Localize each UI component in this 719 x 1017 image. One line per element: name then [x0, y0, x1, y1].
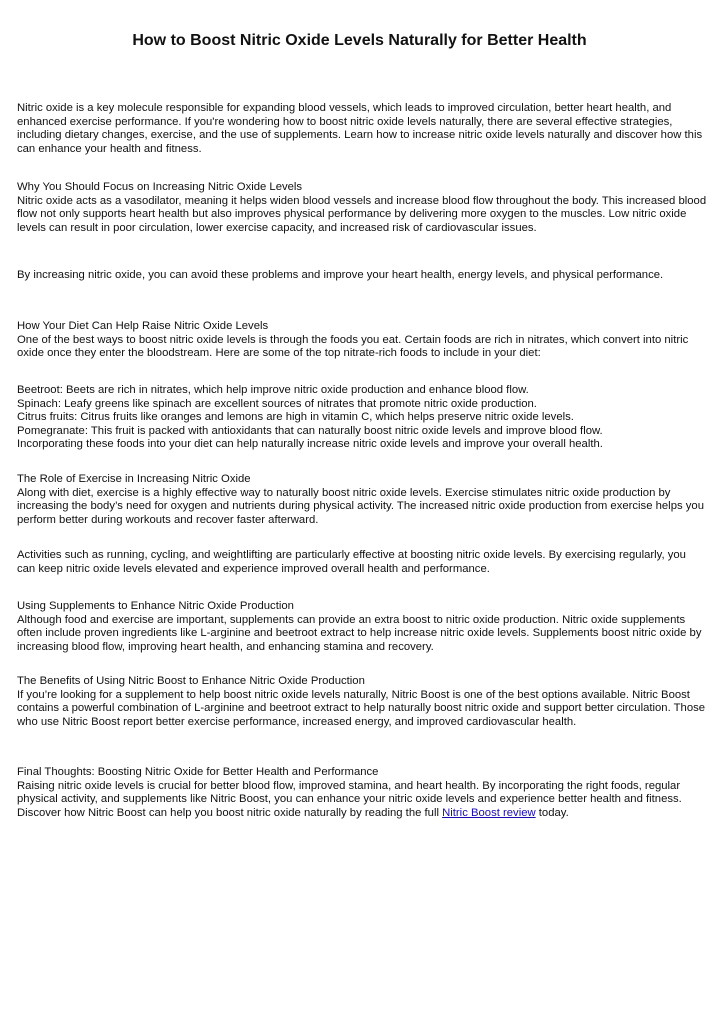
page-title: How to Boost Nitric Oxide Levels Naturally for Better Health — [132, 32, 587, 49]
section-final — [17, 766, 707, 820]
section-heading: The Benefits of Using Nitric Boost to Enhance Nitric Oxide Production — [17, 675, 365, 687]
section-heading: The Role of Exercise in Increasing Nitric Oxide — [17, 473, 251, 485]
final-body-text: Raising nitric oxide levels is crucial for better blood flow, improved stamina, and heart health. By incorporating the right foods, regular physical activity, and supplements like Nitric Boost, you can enhance your nitric oxide levels and experience better health and fitness. Discover how Nitric Boost can help you boost nitric oxide naturally by reading the full — [17, 779, 682, 819]
final-body-tail: today. — [535, 806, 569, 819]
section-exercise — [17, 473, 707, 527]
section-diet — [17, 320, 707, 361]
list-item: Pomegranate: This fruit is packed with antioxidants that can naturally boost nitric oxide levels and improve blood flow. — [17, 424, 603, 437]
list-item: Incorporating these foods into your diet can help naturally increase nitric oxide levels and improve your overall health. — [17, 438, 603, 451]
section-nitric-boost — [17, 675, 707, 729]
section-body: By increasing nitric oxide, you can avoid these problems and improve your heart health, energy levels, and physical performance. — [17, 269, 664, 281]
section-body — [17, 780, 707, 821]
review-link[interactable]: Nitric Boost review — [442, 806, 536, 819]
food-list — [17, 384, 707, 452]
section-heading: How Your Diet Can Help Raise Nitric Oxide Levels — [17, 320, 269, 332]
list-item: Spinach: Leafy greens like spinach are excellent sources of nitrates that promote nitric oxide production. — [17, 397, 537, 410]
list-item: Citrus fruits: Citrus fruits like oranges and lemons are high in vitamin C, which helps preserve nitric oxide levels. — [17, 411, 574, 424]
section-body: Activities such as running, cycling, and weightlifting are particularly effective at boosting nitric oxide levels. By exercising regularly, you can keep nitric oxide levels elevated and experience improved overall health and performance. — [17, 549, 686, 575]
section-body: Along with diet, exercise is a highly effective way to naturally boost nitric oxide levels. Exercise stimulates nitric oxide production by increasing the body’s need for oxygen and nutrients during physical activity. The increased nitric oxide production from exercise helps you perform better during workouts and recover faster afterward. — [17, 486, 704, 526]
section-body: Although food and exercise are important, supplements can provide an extra boost to nitric oxide production. Nitric oxide supplements often include proven ingredients like L-arginine and beetroot extract to help increase nitric oxide levels. Supplements boost nitric oxide by increasing blood flow, improving heart health, and enhancing stamina and recovery. — [17, 613, 702, 653]
intro-text: Nitric oxide is a key molecule responsible for expanding blood vessels, which leads to improved circulation, better heart health, and enhanced exercise performance. If you're wondering how to boost nitric oxide levels naturally, there are several effective strategies, including dietary changes, exercise, and the use of supplements. Learn how to increase nitric oxide levels naturally and discover how this can enhance your health and fitness. — [17, 102, 703, 155]
section-heading: Final Thoughts: Boosting Nitric Oxide for Better Health and Performance — [17, 766, 379, 778]
section-body: One of the best ways to boost nitric oxide levels is through the foods you eat. Certain foods are rich in nitrates, which convert into nitric oxide once they enter the bloodstream. Here are some of the top nitrate-rich foods to include in your diet: — [17, 333, 689, 360]
section-why-followup — [17, 269, 707, 283]
intro-paragraph — [17, 102, 707, 156]
section-heading: Why You Should Focus on Increasing Nitric Oxide Levels — [17, 181, 303, 193]
section-body: Nitric oxide acts as a vasodilator, meaning it helps widen blood vessels and increase blood flow throughout the body. This increased blood flow not only supports heart health but also improves physical performance by delivering more oxygen to the muscles. Low nitric oxide levels can result in poor circulation, lower exercise capacity, and increased risk of cardiovascular issues. — [17, 194, 707, 234]
section-exercise-followup — [17, 549, 707, 576]
section-why — [17, 181, 707, 235]
section-supplements — [17, 600, 707, 654]
section-body: If you’re looking for a supplement to help boost nitric oxide levels naturally, Nitric Boost is one of the best options available. Nitric Boost contains a powerful combination of L-arginine and beetroot extract to help naturally boost nitric oxide and support better circulation. Those who use Nitric Boost report better exercise performance, increased energy, and improved cardiovascular health. — [17, 688, 706, 728]
section-heading: Using Supplements to Enhance Nitric Oxide Production — [17, 600, 294, 612]
list-item: Beetroot: Beets are rich in nitrates, which help improve nitric oxide production and enhance blood flow. — [17, 384, 529, 396]
